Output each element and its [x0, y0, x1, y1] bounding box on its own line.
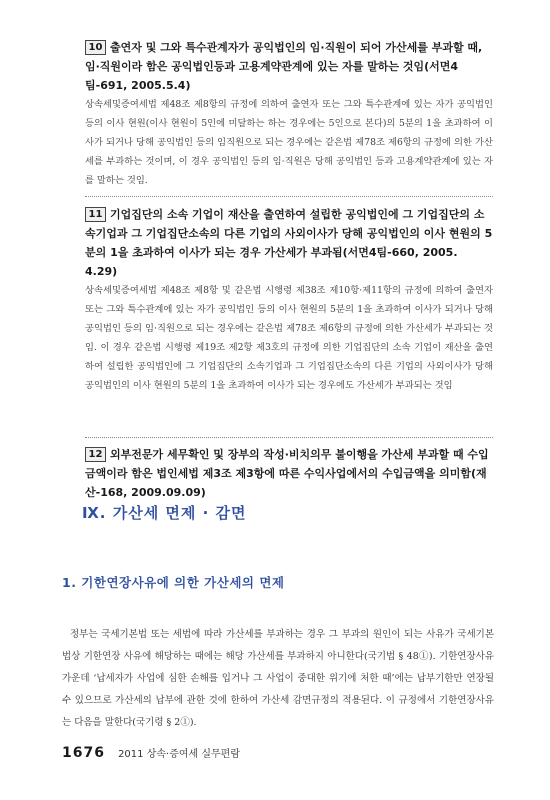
ruling-item-11 [85, 205, 493, 395]
divider [85, 437, 493, 438]
ruling-heading [85, 38, 493, 95]
divider [85, 196, 493, 197]
ruling-heading-text: 외부전문가 세무확인 및 장부의 작성·비치의무 불이행을 가산세 부과할 때 수입금액이라 함은 법인세법 제3조 제3항에 따른 수익사업에서의 수입금액을 의미함(재산-168, 2009.09.09) [85, 448, 489, 499]
ruling-item-12 [85, 445, 493, 502]
book-title: 2011 상속·증여세 실무편람 [118, 749, 240, 760]
section-paragraph: 정부는 국세기본법 또는 세법에 따라 가산세를 부과하는 경우 그 부과의 원인이 되는 사유가 국세기본법상 기한연장 사유에 해당하는 때에는 해당 가산세를 부과하지 아니한다(국기법 § 48①). 기한연장사유 가운데 ‘납세자가 사업에 심한 손해를 입거나 그 사업이 중대한 위기에 처한 때’에는 납부기한만 연장될 수 있으므로 가산세의 납부에 관한 것에 한하여 가산세 감면규정의 적용된다. 이 규정에서 기한연장사유는 다음을 말한다(국기령 § 2①). [62, 629, 494, 728]
ruling-item-10 [85, 38, 493, 190]
subsection-title: 1. 기한연장사유에 의한 가산세의 면제 [62, 575, 285, 590]
page-number: 1676 [62, 745, 105, 761]
ruling-body: 상속세및증여세법 제48조 제8항의 규정에 의하여 출연자 또는 그와 특수관계에 있는 자가 공익법인 등의 이사 현원(이사 현원이 5인에 미달하는 하는 경우에는 5인으로 본다)의 5분의 1을 초과하여 이사가 되거나 당해 공익법인 등의 임직원으로 되는 경우에는 같은법 제78조 제6항의 규정에 의한 가산세를 부과하는 것이며, 이 경우 공익법인 등의 임·직원은 당해 공익법인 등과 고용계약관계에 있는 자를 말하는 것임. [85, 99, 493, 186]
page-footer [62, 742, 240, 762]
ruling-heading-text: 기업집단의 소속 기업이 재산을 출연하여 설립한 공익법인에 그 기업집단의 소속기업과 그 기업집단소속의 다른 기업의 사외이사가 당해 공익법인의 이사 현원의 5분의 1을 초과하여 이사가 되는 경우 가산세가 부과됨(서면4팀-660, 2005. 4.29) [85, 208, 493, 278]
ruling-heading [85, 445, 493, 502]
item-number-badge: 12 [85, 447, 106, 462]
item-number-badge: 11 [85, 207, 106, 222]
ruling-heading-text: 출연자 및 그와 특수관계자가 공익법인의 임·직원이 되어 가산세를 부과할 때, 임·직원이라 함은 공익법인등과 고용계약관계에 있는 자를 말하는 것임(서면4팀-691, 2005.5.4) [85, 41, 483, 92]
item-number-badge: 10 [85, 40, 106, 55]
ruling-heading [85, 205, 493, 281]
section-title: Ⅸ. 가산세 면제 · 감면 [82, 504, 247, 522]
ruling-body: 상속세및증여세법 제48조 제8항 및 같은법 시행령 제38조 제10항·제11항의 규정에 의하여 출연자 또는 그와 특수관계에 있는 자가 공익법인 등의 이사 현원의 5분의 1을 초과하여 이사가 되거나 당해 공익법인 등의 임·직원으로 되는 경우에는 같은법 제78조 제6항의 규정에 의한 가산세가 부과되는 것임. 이 경우 같은법 시행령 제19조 제2항 제3호의 규정에 의한 기업집단의 소속 기업이 재산을 출연하여 설립한 공익법인에 그 기업집단의 소속기업과 그 기업집단소속의 다른 기업의 사외이사가 당해 공익법인의 이사 현원의 5분의 1을 초과하여 이사가 되는 경우에도 가산세가 부과되는 것임 [85, 285, 493, 391]
